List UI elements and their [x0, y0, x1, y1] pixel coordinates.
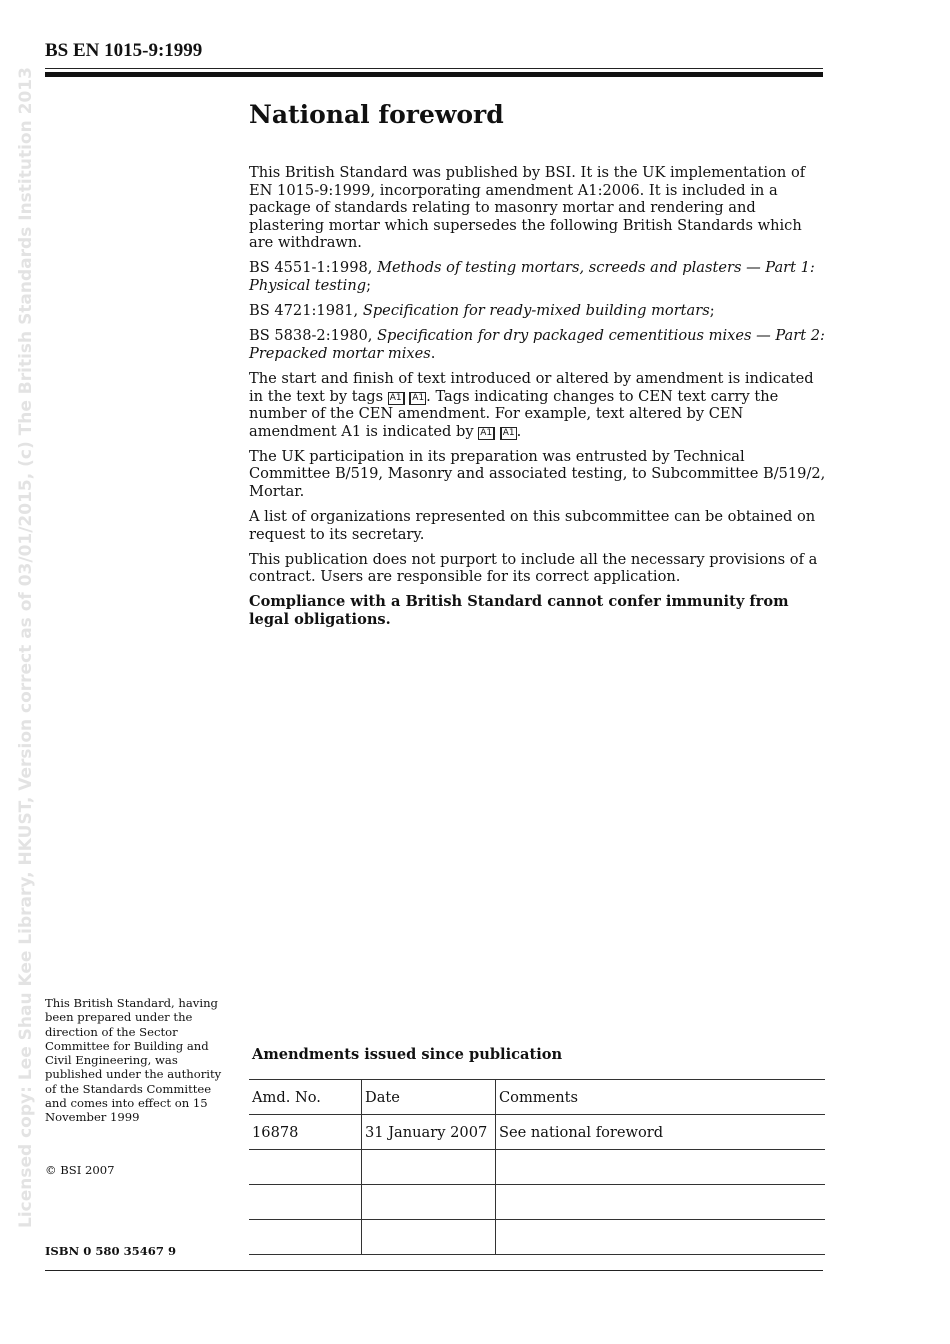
header-rule-thick — [45, 72, 823, 77]
cell-comments — [496, 1185, 826, 1220]
header-comments: Comments — [496, 1080, 826, 1115]
amendment-end-tag-icon: A1 — [500, 427, 517, 440]
cell-amd-no: 16878 — [249, 1115, 362, 1150]
provisions-paragraph: This publication does not purport to include all the necessary provisions of a contract. Users are responsible for its correct application. — [249, 550, 818, 586]
foreword-body — [249, 164, 829, 636]
superseded-ref-2: BS 4721:1981, Specification for ready-mixed building mortars; — [249, 302, 715, 320]
cell-date — [362, 1220, 496, 1255]
document-id: BS EN 1015-9:1999 — [45, 40, 203, 61]
header-rule-thin — [45, 68, 823, 69]
table-row — [249, 1220, 825, 1255]
amendment-end-tag-icon: A1 — [409, 392, 426, 405]
cell-date — [362, 1185, 496, 1220]
superseded-ref-1: BS 4551-1:1998, Methods of testing mortars, screeds and plasters — Part 1: Physical testing; — [249, 259, 815, 295]
table-row — [249, 1150, 825, 1185]
amendments-table — [249, 1079, 825, 1255]
amendment-start-tag-icon: A1 — [388, 392, 405, 405]
amendment-tags-paragraph: The start and finish of text introduced or altered by amendment is indicated in the text by tags A1 A1 . Tags indicating changes to CEN text carry the number of the CEN amendment. For example, text altered by CEN amendment A1 is indicated by A1 A1 . — [249, 369, 814, 440]
cell-date: 31 January 2007 — [362, 1115, 496, 1150]
amendment-start-tag-icon: A1 — [478, 427, 495, 440]
header-amd-no: Amd. No. — [249, 1080, 362, 1115]
cell-amd-no — [249, 1150, 362, 1185]
table-header-row — [249, 1080, 825, 1115]
table-row — [249, 1115, 825, 1150]
amendments-title: Amendments issued since publication — [252, 1046, 563, 1063]
superseded-ref-3: BS 5838-2:1980, Specification for dry packaged cementitious mixes — Part 2: Prepacked mortar mixes. — [249, 327, 825, 362]
table-row — [249, 1185, 825, 1220]
compliance-statement: Compliance with a British Standard cannot confer immunity from legal obligations. — [249, 593, 789, 629]
intro-paragraph: This British Standard was published by BSI. It is the UK implementation of EN 1015-9:1999, incorporating amendment A1:2006. It is included in a package of standards relating to masonry mortar and rendering and plastering mortar which supersedes the following British Standards which are withdrawn. — [249, 164, 806, 252]
page-title: National foreword — [249, 100, 504, 129]
cell-comments: See national foreword — [496, 1115, 826, 1150]
organizations-paragraph: A list of organizations represented on this subcommittee can be obtained on request to its secretary. — [249, 508, 816, 543]
cell-date — [362, 1150, 496, 1185]
committee-paragraph: The UK participation in its preparation was entrusted by Technical Committee B/519, Masonry and associated testing, to Subcommittee B/519/2, Mortar. — [249, 447, 826, 500]
cell-amd-no — [249, 1185, 362, 1220]
cell-comments — [496, 1150, 826, 1185]
authority-note: This British Standard, having been prepared under the direction of the Sector Committee for Building and Civil Engineering, was published under the authority of the Standards Committee and comes into effect on 15 November 1999 — [45, 996, 222, 1125]
isbn: ISBN 0 580 35467 9 — [45, 1244, 177, 1258]
footer-rule — [45, 1270, 823, 1271]
cell-comments — [496, 1220, 826, 1255]
license-watermark: Licensed copy: Lee Shau Kee Library, HKUST, Version correct as of 03/01/2015, (c) The British Standards Institution 2013 — [16, 67, 36, 1228]
cell-amd-no — [249, 1220, 362, 1255]
header-date: Date — [362, 1080, 496, 1115]
copyright-notice: © BSI 2007 — [45, 1163, 115, 1177]
